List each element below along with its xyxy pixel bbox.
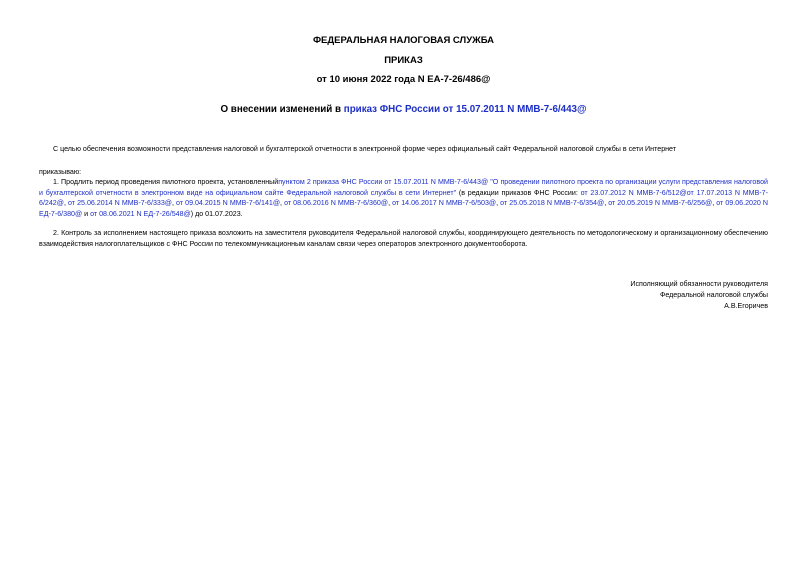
amendment-link[interactable]: от 17.07.2013 N ММВ-7-6/242@ bbox=[39, 188, 768, 208]
amendment-link[interactable]: от 08.06.2021 N ЕД-7-26/548@ bbox=[90, 209, 191, 218]
signature-position-line1: Исполняющий обязанности руководителя bbox=[630, 280, 768, 288]
p1-end: ) до 01.07.2023. bbox=[190, 209, 243, 218]
amendment-link[interactable]: от 20.05.2019 N ММВ-7-6/256@ bbox=[608, 199, 713, 208]
paragraph-2: 2. Контроль за исполнением настоящего приказа возложить на заместителя руководителя Федеральной налоговой службы, координирующего деятельность по методологическому и организационному обеспечению взаимодействия налогоплательщиков с ФНС России по телекоммуникационным каналам связи через операторов электронного документооборота. bbox=[39, 229, 768, 248]
p1-start: 1. Продлить период проведения пилотного проекта, установленный bbox=[53, 178, 279, 186]
amendment-link[interactable]: от 25.05.2018 N ММВ-7-6/354@ bbox=[500, 199, 605, 208]
p1-base-order-link[interactable]: пунктом 2 приказа ФНС России от 15.07.2011 N ММВ-7-6/443@ "О проведении пилотного проекта по организации услуги представления налоговой и бухгалтерской отчетности в электронном виде на официальном сайте Федеральной налоговой службы в сети Интернет" bbox=[39, 178, 768, 197]
signature-name: А.В.Егоричев bbox=[724, 301, 768, 310]
amendment-separator: , bbox=[604, 199, 609, 208]
amendment-separator: , bbox=[496, 199, 501, 208]
amendment-link[interactable]: от 25.06.2014 N ММВ-7-6/333@ bbox=[67, 199, 172, 208]
amendment-separator: , bbox=[712, 199, 717, 208]
amendment-link[interactable]: от 08.06.2016 N ММВ-7-6/360@ bbox=[284, 199, 389, 208]
intro-paragraph: С целью обеспечения возможности представления налоговой и бухгалтерской отчетности в электронной форме через официальный сайт Федеральной налоговой службы в сети Интернет bbox=[53, 145, 677, 153]
doc-title-prefix: О внесении изменений в bbox=[220, 104, 344, 115]
order-word: приказываю: bbox=[39, 168, 82, 176]
amendment-separator: , bbox=[280, 199, 285, 208]
signature-position-line2: Федеральной налоговой службы bbox=[659, 290, 768, 299]
amendment-separator: , bbox=[172, 199, 177, 208]
signature-block bbox=[468, 279, 768, 312]
amendment-separator: и bbox=[82, 209, 91, 218]
amendment-link[interactable]: от 14.06.2017 N ММВ-7-6/503@ bbox=[392, 199, 497, 208]
doc-title-link[interactable]: приказ ФНС России от 15.07.2011 N ММВ-7-6/443@ bbox=[343, 104, 587, 115]
agency-name: ФЕДЕРАЛЬНАЯ НАЛОГОВАЯ СЛУЖБА bbox=[312, 35, 495, 46]
amendment-link[interactable]: от 09.06.2020 N ЕД-7-6/380@ bbox=[39, 199, 769, 218]
amendment-link[interactable]: от 23.07.2012 N ММВ-7-6/512@ bbox=[580, 188, 687, 197]
amendment-separator: , bbox=[388, 199, 393, 208]
doc-date-number: от 10 июня 2022 года N ЕА-7-26/486@ bbox=[316, 74, 491, 85]
amendment-link[interactable]: от 09.04.2015 N ММВ-7-6/141@ bbox=[176, 199, 281, 208]
paragraph-1 bbox=[39, 177, 768, 219]
amendment-separator: , bbox=[63, 199, 68, 208]
doc-type: ПРИКАЗ bbox=[384, 55, 423, 66]
p1-mid: (в редакции приказов ФНС России: bbox=[456, 188, 581, 197]
doc-title bbox=[0, 104, 807, 116]
